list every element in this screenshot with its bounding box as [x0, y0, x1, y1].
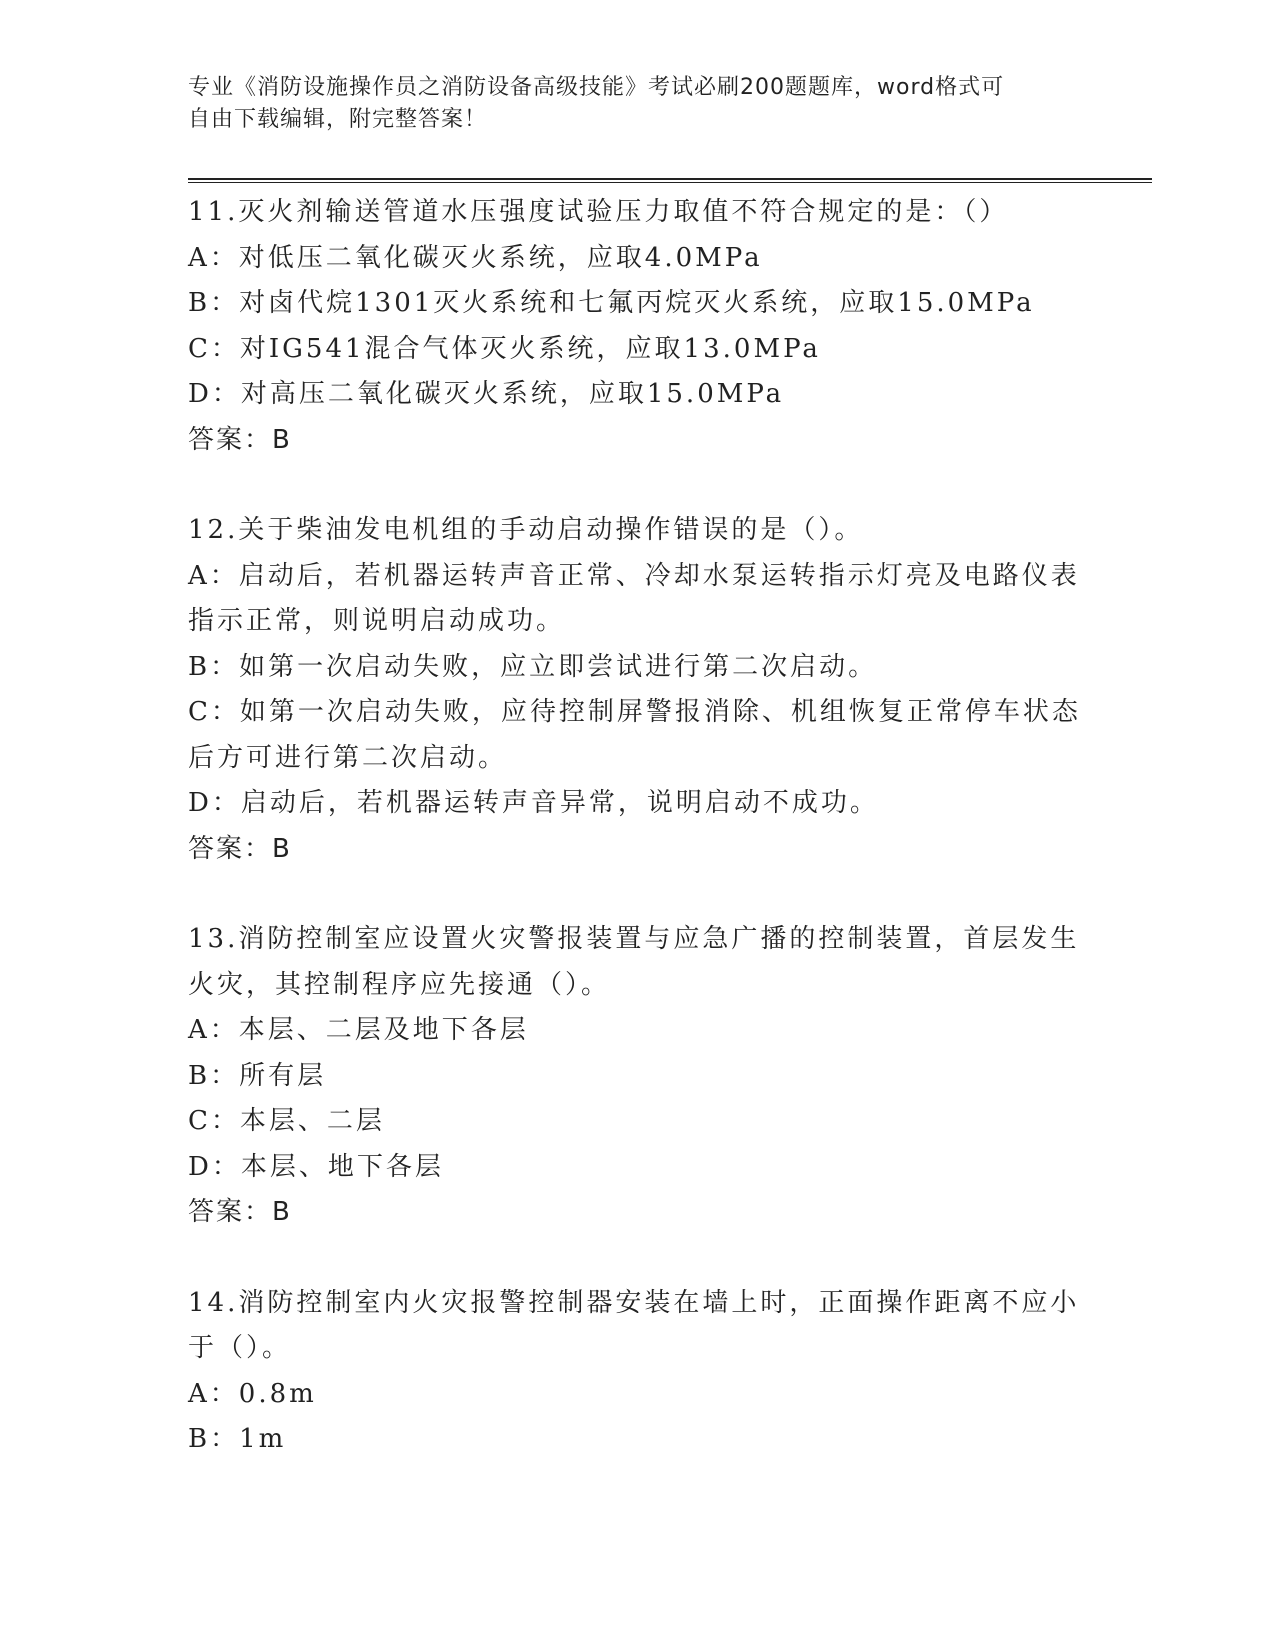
option-b: B：如第一次启动失败，应立即尝试进行第二次启动。 [188, 651, 878, 682]
option-d: D：本层、地下各层 [188, 1151, 444, 1182]
option-a: A：对低压二氧化碳灭火系统，应取4.0MPa [188, 242, 763, 273]
option-d: D：启动后，若机器运转声音异常，说明启动不成功。 [188, 788, 879, 818]
option-c-continued: 后方可进行第二次启动。 [188, 742, 508, 773]
option-b: B：所有层 [188, 1060, 327, 1091]
question-stem: 13.消防控制室应设置火灾警报装置与应急广播的控制装置，首层发生 [188, 924, 1080, 954]
option-c: C：如第一次启动失败，应待控制屏警报消除、机组恢复正常停车状态 [188, 697, 1081, 727]
option-c: C：对IG541混合气体灭火系统，应取13.0MPa [188, 333, 821, 364]
question-stem: 14.消防控制室内火灾报警控制器安装在墙上时，正面操作距离不应小 [188, 1287, 1080, 1318]
question-11 [188, 190, 1088, 463]
answer: 答案：B [188, 833, 292, 864]
document-header [188, 72, 1068, 136]
header-divider [188, 178, 1152, 183]
question-12 [188, 508, 1088, 872]
option-a: A：启动后，若机器运转声音正常、冷却水泵运转指示灯亮及电路仪表 [188, 560, 1080, 591]
question-13 [188, 917, 1088, 1236]
question-stem: 11.灭火剂输送管道水压强度试验压力取值不符合规定的是：（） [188, 197, 1009, 227]
option-d: D：对高压二氧化碳灭火系统，应取15.0MPa [188, 379, 785, 409]
answer: 答案：B [188, 1197, 292, 1227]
option-b: B：对卤代烷1301灭火系统和七氟丙烷灭火系统，应取15.0MPa [188, 288, 1035, 318]
option-b: B：1m [188, 1424, 287, 1454]
question-stem-continued: 火灾，其控制程序应先接通（）。 [188, 969, 611, 1000]
option-a-continued: 指示正常，则说明启动成功。 [188, 606, 566, 636]
answer: 答案：B [188, 424, 292, 455]
option-a: A：0.8m [188, 1378, 317, 1409]
question-stem-continued: 于（）。 [188, 1333, 292, 1363]
option-a: A：本层、二层及地下各层 [188, 1015, 529, 1045]
question-14 [188, 1281, 1088, 1463]
header-line-2: 自由下载编辑，附完整答案！ [188, 107, 488, 132]
question-stem: 12.关于柴油发电机组的手动启动操作错误的是（）。 [188, 515, 864, 545]
question-list [188, 190, 1088, 1463]
header-line-1: 专业《消防设施操作员之消防设备高级技能》考试必刷200题题库，word格式可 [188, 75, 1005, 100]
option-c: C：本层、二层 [188, 1106, 385, 1136]
